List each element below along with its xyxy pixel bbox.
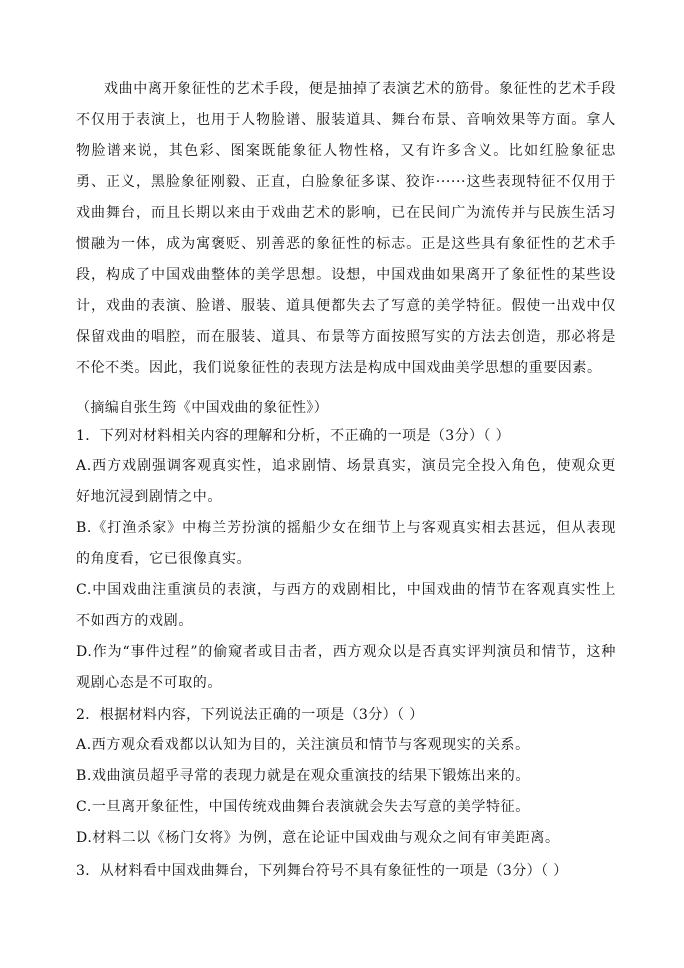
question-1-option-c: C.中国戏曲注重演员的表演，与西方的戏剧相比，中国戏曲的情节在客观真实性上不如西方的戏剧。	[76, 582, 616, 629]
passage-body: 戏曲中离开象征性的艺术手段，便是抽掉了表演艺术的筋骨。象征性的艺术手段不仅用于表演上，也用于人物脸谱、服装道具、舞台布景、音响效果等方面。拿人物脸谱来说，其色彩、图案既能象征人物性格，又有许多含义。比如红脸象征忠勇、正义，黑脸象征刚毅、正直，白脸象征多谋、狡诈······这些表现特征不仅用于戏曲舞台，而且长期以来由于戏曲艺术的影响，已在民间广为流传并与民族生活习惯融为一体，成为寓褒贬、别善恶的象征性的标志。正是这些具有象征性的艺术手段，构成了中国戏曲整体的美学思想。设想，中国戏曲如果离开了象征性的某些设计，戏曲的表演、脸谱、服装、道具便都失去了写意的美学特征。假使一出戏中仅保留戏曲的唱腔，而在服装、道具、布景等方面按照写实的方法去创造，那必将是不伦不类。因此，我们说象征性的表现方法是构成中国戏曲美学思想的重要因素。	[76, 81, 616, 376]
question-1-option-a: A.西方戏剧强调客观真实性，追求剧情、场景真实，演员完全投入角色，使观众更好地沉浸到剧情之中。	[76, 458, 616, 505]
question-1-stem: 1．下列对材料相关内容的理解和分析，不正确的一项是（3分）（ ）	[76, 428, 511, 444]
question-2-option-d: D.材料二以《杨门女将》为例，意在论证中国戏曲与观众之间有审美距离。	[76, 830, 560, 846]
question-2-option-c: C.一旦离开象征性，中国传统戏曲舞台表演就会失去写意的美学特征。	[76, 799, 530, 815]
passage-source: （摘编自张生筠《中国戏曲的象征性》）	[76, 400, 329, 416]
question-1-option-d: D.作为“事件过程”的偷窥者或目击者，西方观众以是否真实评判演员和情节，这种观剧心态是不可取的。	[76, 644, 616, 691]
question-2-option-b: B.戏曲演员超乎寻常的表现力就是在观众重演技的结果下锻炼出来的。	[76, 768, 530, 784]
question-2-stem: 2．根据材料内容，下列说法正确的一项是（3分）（ ）	[76, 707, 424, 723]
question-1-option-b: B.《打渔杀家》中梅兰芳扮演的摇船少女在细节上与客观真实相去甚远，但从表现的角度看，它已很像真实。	[76, 520, 616, 567]
question-3-stem: 3．从材料看中国戏曲舞台，下列舞台符号不具有象征性的一项是（3分）（ ）	[76, 863, 568, 879]
question-2-option-a: A.西方观众看戏都以认知为目的，关注演员和情节与客观现实的关系。	[76, 737, 530, 753]
